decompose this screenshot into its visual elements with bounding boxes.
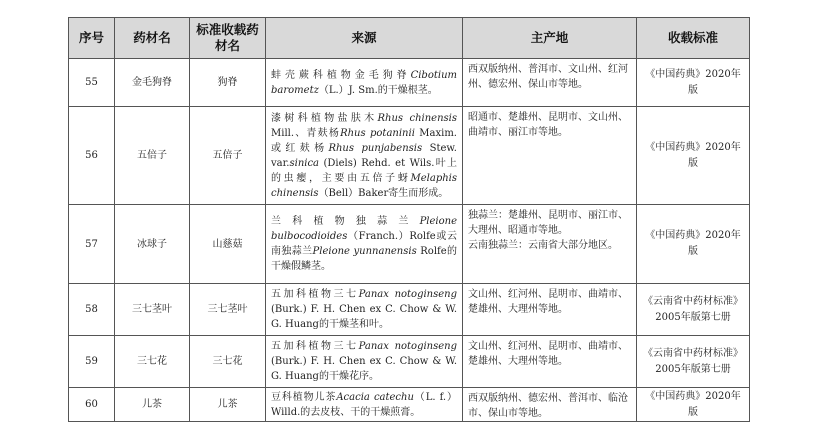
region-cell: 文山州、红河州、昆明市、曲靖市、楚雄州、大理州等地。 — [463, 336, 637, 388]
source-cell: 五加科植物三七Panax notoginseng (Burk.) F. H. Chen ex C. Chow & W. G. Huang的干燥花序。 — [266, 336, 463, 388]
source-cell: 兰科植物独蒜兰Pleione bulbocodioides（Franch.）Rolfe或云南独蒜兰Pleione yunnanensis Rolfe的干燥假鳞茎。 — [266, 205, 463, 284]
herb-table — [68, 17, 750, 422]
table-row — [69, 107, 750, 205]
region-cell: 西双版纳州、德宏州、普洱市、临沧市、保山市等地。 — [463, 388, 637, 422]
table-row — [69, 284, 750, 336]
std-name-cell: 山慈菇 — [190, 205, 266, 284]
region-cell: 文山州、红河州、昆明市、曲靖市、楚雄州、大理州等地。 — [463, 284, 637, 336]
std-name-cell: 三七茎叶 — [190, 284, 266, 336]
standard-cell: 《云南省中药材标准》 2005年版第七册 — [637, 284, 750, 336]
header-name: 药材名 — [115, 18, 190, 59]
header-source: 来源 — [266, 18, 463, 59]
name-cell: 三七花 — [115, 336, 190, 388]
table-header — [69, 18, 750, 59]
standard-cell: 《中国药典》2020年版 — [637, 388, 750, 422]
standard-cell: 《云南省中药材标准》 2005年版第七册 — [637, 336, 750, 388]
header-standard: 收载标准 — [637, 18, 750, 59]
seq-cell: 56 — [69, 107, 115, 205]
source-cell: 五加科植物三七Panax notoginseng (Burk.) F. H. Chen ex C. Chow & W. G. Huang的干燥茎和叶。 — [266, 284, 463, 336]
standard-cell: 《中国药典》2020年版 — [637, 59, 750, 107]
region-cell: 西双版纳州、普洱市、文山州、红河州、德宏州、保山市等地。 — [463, 59, 637, 107]
std-name-cell: 五倍子 — [190, 107, 266, 205]
seq-cell: 60 — [69, 388, 115, 422]
source-cell: 漆树科植物盐肤木Rhus chinensis Mill.、青麸杨Rhus potaninii Maxim.或红麸杨Rhus punjabensis Stew. var.sinica (Diels) Rehd. et Wils.叶上的虫瘿，主要由五倍子蚜Melaphis chinensis（Bell）Baker寄生而形成。 — [266, 107, 463, 205]
header-region: 主产地 — [463, 18, 637, 59]
table-row — [69, 336, 750, 388]
region-cell: 独蒜兰：楚雄州、昆明市、丽江市、大理州、昭通市等地。 云南独蒜兰：云南省大部分地区。 — [463, 205, 637, 284]
standard-cell: 《中国药典》2020年版 — [637, 205, 750, 284]
table-row — [69, 388, 750, 422]
name-cell: 金毛狗脊 — [115, 59, 190, 107]
name-cell: 五倍子 — [115, 107, 190, 205]
std-name-cell: 三七花 — [190, 336, 266, 388]
seq-cell: 57 — [69, 205, 115, 284]
std-name-cell: 儿茶 — [190, 388, 266, 422]
standard-cell: 《中国药典》2020年版 — [637, 107, 750, 205]
name-cell: 冰球子 — [115, 205, 190, 284]
seq-cell: 59 — [69, 336, 115, 388]
region-cell: 昭通市、楚雄州、昆明市、文山州、曲靖市、丽江市等地。 — [463, 107, 637, 205]
source-cell: 豆科植物儿茶Acacia catechu（L. f.）Willd.的去皮枝、干的干燥煎膏。 — [266, 388, 463, 422]
seq-cell: 58 — [69, 284, 115, 336]
table-row — [69, 59, 750, 107]
seq-cell: 55 — [69, 59, 115, 107]
std-name-cell: 狗脊 — [190, 59, 266, 107]
name-cell: 儿茶 — [115, 388, 190, 422]
header-row — [69, 18, 750, 59]
table-body — [69, 59, 750, 422]
header-seq: 序号 — [69, 18, 115, 59]
header-std-name: 标准收载药材名 — [190, 18, 266, 59]
table-row — [69, 205, 750, 284]
name-cell: 三七茎叶 — [115, 284, 190, 336]
source-cell: 蚌壳蕨科植物金毛狗脊Cibotium barometz（L.）J. Sm.的干燥根茎。 — [266, 59, 463, 107]
